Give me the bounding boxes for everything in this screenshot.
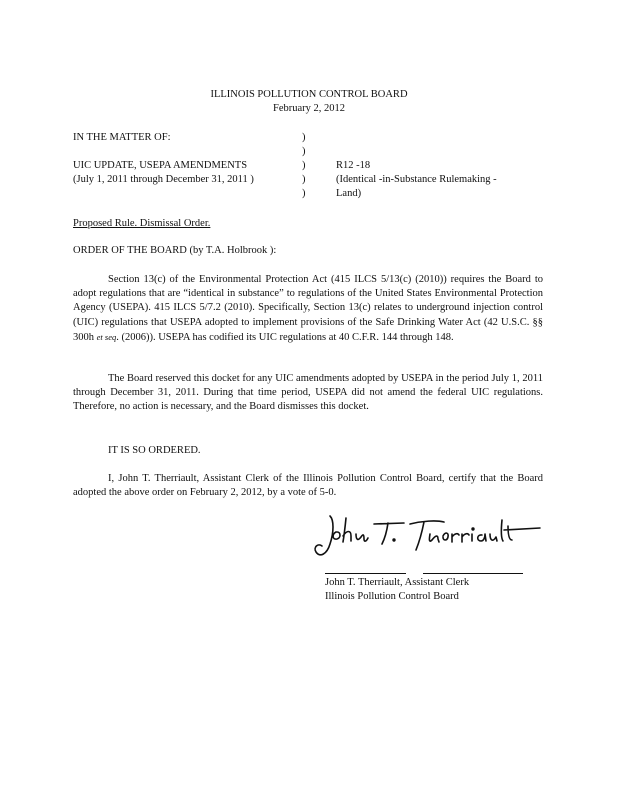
caption-paren: ) <box>302 174 306 185</box>
order-heading: ORDER OF THE BOARD (by T.A. Holbrook ): <box>73 245 277 256</box>
paragraph-certification <box>73 472 543 500</box>
paragraph-text: Section 13(c) of the Environmental Protection Act (415 ILCS 5/13(c) (2010)) requires the Board to adopt regulations that are “identical in substance” to regulations of the United States Environmental Protection Agency (USEPA). 415 ILCS 5/7.2 (2010). Specifically, Section 13(c) relates to underground injection control (UIC) regulations that USEPA adopted to implement provisions of the Safe Drinking Water Act (42 U.S.C. §§ 300h <box>73 274 543 343</box>
italic-et-seq: et seq <box>96 331 117 342</box>
caption-paren: ) <box>302 146 306 157</box>
caption-paren: ) <box>302 188 306 199</box>
caption-title-line1: UIC UPDATE, USEPA AMENDMENTS <box>73 160 248 171</box>
case-type-line2: Land) <box>336 188 362 199</box>
so-ordered: IT IS SO ORDERED. <box>108 445 201 456</box>
caption-paren: ) <box>302 160 306 171</box>
paragraph-statutory-background <box>73 273 543 345</box>
caption-paren: ) <box>302 132 306 143</box>
signature-line <box>423 573 523 574</box>
paragraph-text: The Board reserved this docket for any UIC amendments adopted by USEPA in the period July 1, 2011 through December 31, 2011. During that time period, USEPA did not amend the federal UIC regulations. Therefore, no action is necessary, and the Board dismisses this docket. <box>73 373 543 413</box>
paragraph-text: . (2006)). USEPA has codified its UIC regulations at 40 C.F.R. 144 through 148. <box>116 331 454 343</box>
in-the-matter-label: IN THE MATTER OF: <box>73 132 171 143</box>
case-type-line1: (Identical -in-Substance Rulemaking - <box>336 174 497 185</box>
handwritten-signature <box>312 510 544 562</box>
caption-title-line2: (July 1, 2011 through December 31, 2011 ) <box>73 174 254 185</box>
paragraph-text: I, John T. Therriault, Assistant Clerk of the Illinois Pollution Control Board, certify that the Board adopted the above order on February 2, 2012, by a vote of 5-0. <box>73 473 543 499</box>
case-number: R12 -18 <box>336 160 371 171</box>
paragraph-dismissal <box>73 372 543 415</box>
board-name: ILLINOIS POLLUTION CONTROL BOARD <box>210 89 408 100</box>
document-type: Proposed Rule. Dismissal Order. <box>73 218 211 229</box>
signatory-organization: Illinois Pollution Control Board <box>325 591 459 602</box>
signatory-name-title: John T. Therriault, Assistant Clerk <box>325 577 470 588</box>
signature-line <box>325 573 406 574</box>
order-date: February 2, 2012 <box>272 103 346 114</box>
